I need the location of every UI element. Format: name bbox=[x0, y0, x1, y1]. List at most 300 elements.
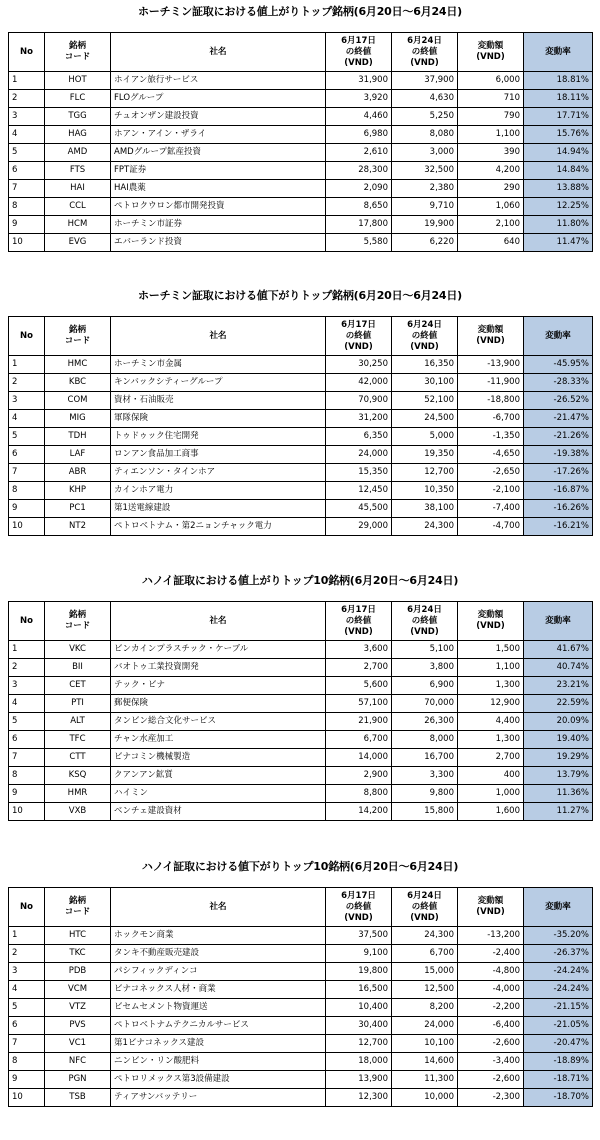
table-row bbox=[9, 72, 593, 90]
table-row bbox=[9, 1053, 593, 1071]
cell-company-name: 第1送電線建設 bbox=[111, 500, 326, 518]
cell-stock-code: FLC bbox=[45, 90, 111, 108]
header-close-jun24 bbox=[392, 33, 458, 72]
header-change-amount-text: (VND) bbox=[476, 621, 505, 631]
cell-close-jun17: 10,400 bbox=[326, 999, 392, 1017]
cell-close-jun17: 6,350 bbox=[326, 428, 392, 446]
cell-change-amount: 1,100 bbox=[458, 126, 524, 144]
cell-stock-code: FTS bbox=[45, 162, 111, 180]
header-change-amount bbox=[458, 33, 524, 72]
cell-close-jun24: 24,000 bbox=[392, 1017, 458, 1035]
cell-stock-code: KHP bbox=[45, 482, 111, 500]
cell-close-jun17: 2,090 bbox=[326, 180, 392, 198]
cell-close-jun17: 2,610 bbox=[326, 144, 392, 162]
cell-close-jun24: 37,900 bbox=[392, 72, 458, 90]
cell-close-jun17: 6,980 bbox=[326, 126, 392, 144]
cell-change-rate: 40.74% bbox=[524, 659, 593, 677]
table-row bbox=[9, 695, 593, 713]
cell-close-jun24: 6,220 bbox=[392, 234, 458, 252]
table-row bbox=[9, 162, 593, 180]
cell-change-rate: -45.95% bbox=[524, 356, 593, 374]
cell-change-amount: 1,000 bbox=[458, 785, 524, 803]
cell-change-amount: 710 bbox=[458, 90, 524, 108]
cell-no: 4 bbox=[9, 410, 45, 428]
cell-stock-code: HAG bbox=[45, 126, 111, 144]
section-title: ハノイ証取における値上がりトップ10銘柄(6月20日～6月24日) bbox=[141, 574, 459, 587]
header-close-jun17-text: (VND) bbox=[344, 341, 373, 352]
cell-close-jun24: 11,300 bbox=[392, 1071, 458, 1089]
cell-change-rate: -19.38% bbox=[524, 446, 593, 464]
table-row bbox=[9, 767, 593, 785]
cell-change-amount: -3,400 bbox=[458, 1053, 524, 1071]
cell-close-jun17: 31,900 bbox=[326, 72, 392, 90]
cell-close-jun17: 14,200 bbox=[326, 803, 392, 821]
table-row bbox=[9, 1017, 593, 1035]
cell-no: 5 bbox=[9, 428, 45, 446]
cell-no: 5 bbox=[9, 144, 45, 162]
cell-no: 3 bbox=[9, 108, 45, 126]
cell-change-amount: 1,300 bbox=[458, 731, 524, 749]
cell-company-name: ホーチミン市金属 bbox=[111, 356, 326, 374]
cell-no: 1 bbox=[9, 927, 45, 945]
cell-stock-code: CET bbox=[45, 677, 111, 695]
header-stock-code-text: コード bbox=[64, 907, 91, 917]
header-close-jun24-text: 6月24日 bbox=[407, 35, 442, 46]
table-header-row bbox=[9, 602, 593, 641]
table-row bbox=[9, 1071, 593, 1089]
header-change-amount bbox=[458, 602, 524, 641]
ranking-section bbox=[0, 2, 600, 252]
cell-company-name: チャン水産加工 bbox=[111, 731, 326, 749]
cell-stock-code: MIG bbox=[45, 410, 111, 428]
table-row bbox=[9, 108, 593, 126]
header-change-rate bbox=[524, 602, 593, 641]
header-close-jun24-text: の終値 bbox=[411, 901, 438, 912]
cell-no: 10 bbox=[9, 234, 45, 252]
cell-stock-code: PTI bbox=[45, 695, 111, 713]
cell-stock-code: BII bbox=[45, 659, 111, 677]
cell-change-amount: 6,000 bbox=[458, 72, 524, 90]
header-stock-code-text: 銘柄 bbox=[68, 41, 86, 51]
header-close-jun24-text: 6月24日 bbox=[407, 319, 442, 330]
cell-no: 6 bbox=[9, 731, 45, 749]
cell-close-jun17: 45,500 bbox=[326, 500, 392, 518]
table-row bbox=[9, 392, 593, 410]
cell-change-rate: 18.81% bbox=[524, 72, 593, 90]
cell-company-name: ビナコミン機械製造 bbox=[111, 749, 326, 767]
cell-change-amount: 4,400 bbox=[458, 713, 524, 731]
cell-stock-code: TKC bbox=[45, 945, 111, 963]
header-stock-code bbox=[45, 33, 111, 72]
cell-change-amount: 1,600 bbox=[458, 803, 524, 821]
cell-close-jun17: 19,800 bbox=[326, 963, 392, 981]
cell-stock-code: HTC bbox=[45, 927, 111, 945]
cell-no: 1 bbox=[9, 72, 45, 90]
header-close-jun17-text: 6月17日 bbox=[341, 319, 376, 330]
cell-no: 4 bbox=[9, 695, 45, 713]
header-no bbox=[9, 888, 45, 927]
cell-no: 3 bbox=[9, 677, 45, 695]
cell-close-jun17: 4,460 bbox=[326, 108, 392, 126]
header-close-jun24 bbox=[392, 888, 458, 927]
cell-close-jun24: 8,200 bbox=[392, 999, 458, 1017]
cell-change-amount: 290 bbox=[458, 180, 524, 198]
header-close-jun24 bbox=[392, 317, 458, 356]
cell-close-jun24: 15,800 bbox=[392, 803, 458, 821]
cell-change-rate: -16.87% bbox=[524, 482, 593, 500]
cell-company-name: ビナコネックス人材・商業 bbox=[111, 981, 326, 999]
cell-stock-code: ABR bbox=[45, 464, 111, 482]
cell-close-jun24: 26,300 bbox=[392, 713, 458, 731]
table-row bbox=[9, 1035, 593, 1053]
header-close-jun24-text: 6月24日 bbox=[407, 604, 442, 615]
cell-close-jun24: 32,500 bbox=[392, 162, 458, 180]
cell-no: 9 bbox=[9, 500, 45, 518]
cell-change-rate: -21.47% bbox=[524, 410, 593, 428]
cell-change-rate: -21.26% bbox=[524, 428, 593, 446]
stock-ranking-table bbox=[8, 887, 593, 1107]
cell-no: 2 bbox=[9, 659, 45, 677]
cell-close-jun24: 6,700 bbox=[392, 945, 458, 963]
cell-change-rate: 23.21% bbox=[524, 677, 593, 695]
header-change-rate bbox=[524, 888, 593, 927]
cell-close-jun17: 16,500 bbox=[326, 981, 392, 999]
table-row bbox=[9, 731, 593, 749]
header-close-jun17 bbox=[326, 317, 392, 356]
cell-company-name: ペトロクウロン都市開発投資 bbox=[111, 198, 326, 216]
cell-change-amount: 390 bbox=[458, 144, 524, 162]
cell-change-amount: -4,650 bbox=[458, 446, 524, 464]
cell-stock-code: VKC bbox=[45, 641, 111, 659]
cell-close-jun17: 12,300 bbox=[326, 1089, 392, 1107]
header-close-jun17-text: 6月17日 bbox=[341, 604, 376, 615]
cell-company-name: チュオンザン建設投資 bbox=[111, 108, 326, 126]
cell-company-name: FLOグループ bbox=[111, 90, 326, 108]
cell-close-jun17: 24,000 bbox=[326, 446, 392, 464]
header-change-amount-text: (VND) bbox=[476, 52, 505, 62]
cell-stock-code: TSB bbox=[45, 1089, 111, 1107]
cell-close-jun17: 17,800 bbox=[326, 216, 392, 234]
cell-company-name: バオトゥ工業投資開発 bbox=[111, 659, 326, 677]
cell-company-name: 郵便保険 bbox=[111, 695, 326, 713]
header-stock-code bbox=[45, 317, 111, 356]
cell-company-name: ハイミン bbox=[111, 785, 326, 803]
cell-stock-code: COM bbox=[45, 392, 111, 410]
table-row bbox=[9, 981, 593, 999]
cell-close-jun24: 5,000 bbox=[392, 428, 458, 446]
cell-change-amount: -2,400 bbox=[458, 945, 524, 963]
header-close-jun17-text: の終値 bbox=[345, 330, 372, 341]
header-close-jun24-text: (VND) bbox=[410, 626, 439, 637]
header-change-rate-text: 変動率 bbox=[545, 46, 571, 57]
cell-no: 9 bbox=[9, 216, 45, 234]
header-close-jun24-text: の終値 bbox=[411, 46, 438, 57]
cell-close-jun24: 24,500 bbox=[392, 410, 458, 428]
header-close-jun17 bbox=[326, 33, 392, 72]
cell-close-jun17: 21,900 bbox=[326, 713, 392, 731]
cell-close-jun24: 24,300 bbox=[392, 518, 458, 536]
cell-close-jun17: 70,900 bbox=[326, 392, 392, 410]
cell-no: 1 bbox=[9, 356, 45, 374]
cell-no: 3 bbox=[9, 963, 45, 981]
cell-change-amount: -11,900 bbox=[458, 374, 524, 392]
cell-close-jun17: 30,250 bbox=[326, 356, 392, 374]
cell-change-amount: 1,060 bbox=[458, 198, 524, 216]
cell-close-jun17: 5,580 bbox=[326, 234, 392, 252]
table-row bbox=[9, 1089, 593, 1107]
cell-stock-code: VCM bbox=[45, 981, 111, 999]
header-close-jun24-text: の終値 bbox=[411, 330, 438, 341]
cell-close-jun24: 10,350 bbox=[392, 482, 458, 500]
cell-company-name: ホアン・アイン・ザライ bbox=[111, 126, 326, 144]
table-row bbox=[9, 464, 593, 482]
cell-change-rate: 11.80% bbox=[524, 216, 593, 234]
header-company-name-text: 社名 bbox=[209, 330, 227, 341]
cell-change-rate: -21.15% bbox=[524, 999, 593, 1017]
table-row bbox=[9, 144, 593, 162]
ranking-section bbox=[0, 571, 600, 821]
header-stock-code-text: コード bbox=[64, 336, 91, 346]
cell-stock-code: TDH bbox=[45, 428, 111, 446]
cell-close-jun17: 12,700 bbox=[326, 1035, 392, 1053]
table-row bbox=[9, 126, 593, 144]
header-close-jun17 bbox=[326, 602, 392, 641]
stock-ranking-table bbox=[8, 32, 593, 252]
header-no-text: No bbox=[20, 330, 33, 341]
cell-close-jun24: 16,700 bbox=[392, 749, 458, 767]
cell-change-amount: -2,300 bbox=[458, 1089, 524, 1107]
cell-change-rate: 14.84% bbox=[524, 162, 593, 180]
header-close-jun24-text: (VND) bbox=[410, 341, 439, 352]
header-change-amount-text: (VND) bbox=[476, 907, 505, 917]
header-close-jun24-text: 6月24日 bbox=[407, 890, 442, 901]
cell-no: 3 bbox=[9, 392, 45, 410]
ranking-section bbox=[0, 286, 600, 536]
cell-close-jun24: 38,100 bbox=[392, 500, 458, 518]
cell-stock-code: HAI bbox=[45, 180, 111, 198]
cell-change-rate: -26.37% bbox=[524, 945, 593, 963]
cell-change-amount: 12,900 bbox=[458, 695, 524, 713]
cell-stock-code: KSQ bbox=[45, 767, 111, 785]
cell-change-rate: 19.40% bbox=[524, 731, 593, 749]
cell-close-jun17: 18,000 bbox=[326, 1053, 392, 1071]
section-title: ホーチミン証取における値下がりトップ銘柄(6月20日～6月24日) bbox=[137, 289, 463, 302]
header-close-jun17-text: の終値 bbox=[345, 901, 372, 912]
cell-change-amount: -2,600 bbox=[458, 1071, 524, 1089]
cell-stock-code: VXB bbox=[45, 803, 111, 821]
table-row bbox=[9, 518, 593, 536]
cell-no: 10 bbox=[9, 1089, 45, 1107]
cell-close-jun24: 8,000 bbox=[392, 731, 458, 749]
cell-company-name: タンキ不動産販売建設 bbox=[111, 945, 326, 963]
cell-change-rate: -18.71% bbox=[524, 1071, 593, 1089]
table-row bbox=[9, 749, 593, 767]
header-close-jun24-text: の終値 bbox=[411, 615, 438, 626]
cell-stock-code: NT2 bbox=[45, 518, 111, 536]
cell-change-amount: -1,350 bbox=[458, 428, 524, 446]
cell-close-jun17: 29,000 bbox=[326, 518, 392, 536]
cell-change-rate: -26.52% bbox=[524, 392, 593, 410]
cell-stock-code: KBC bbox=[45, 374, 111, 392]
table-row bbox=[9, 785, 593, 803]
cell-change-rate: -21.05% bbox=[524, 1017, 593, 1035]
cell-company-name: ティアサンバッテリー bbox=[111, 1089, 326, 1107]
header-company-name bbox=[111, 317, 326, 356]
cell-stock-code: HMR bbox=[45, 785, 111, 803]
cell-company-name: ティエンソン・タインホア bbox=[111, 464, 326, 482]
cell-stock-code: HOT bbox=[45, 72, 111, 90]
cell-change-amount: -4,000 bbox=[458, 981, 524, 999]
cell-change-amount: -13,200 bbox=[458, 927, 524, 945]
header-company-name bbox=[111, 888, 326, 927]
cell-no: 6 bbox=[9, 162, 45, 180]
cell-change-rate: -28.33% bbox=[524, 374, 593, 392]
cell-no: 4 bbox=[9, 981, 45, 999]
header-no bbox=[9, 602, 45, 641]
cell-change-rate: 11.27% bbox=[524, 803, 593, 821]
table-row bbox=[9, 410, 593, 428]
header-change-amount bbox=[458, 888, 524, 927]
cell-change-rate: -35.20% bbox=[524, 927, 593, 945]
cell-change-amount: -4,700 bbox=[458, 518, 524, 536]
cell-no: 5 bbox=[9, 999, 45, 1017]
cell-change-amount: 640 bbox=[458, 234, 524, 252]
cell-change-rate: -20.47% bbox=[524, 1035, 593, 1053]
cell-close-jun24: 52,100 bbox=[392, 392, 458, 410]
cell-close-jun17: 57,100 bbox=[326, 695, 392, 713]
header-close-jun24 bbox=[392, 602, 458, 641]
cell-company-name: エバーランド投資 bbox=[111, 234, 326, 252]
table-row bbox=[9, 446, 593, 464]
cell-change-amount: 1,300 bbox=[458, 677, 524, 695]
cell-change-amount: 790 bbox=[458, 108, 524, 126]
cell-close-jun24: 8,080 bbox=[392, 126, 458, 144]
cell-company-name: テック・ビナ bbox=[111, 677, 326, 695]
cell-stock-code: PDB bbox=[45, 963, 111, 981]
ranking-section bbox=[0, 857, 600, 1107]
cell-change-rate: 12.25% bbox=[524, 198, 593, 216]
cell-close-jun17: 12,450 bbox=[326, 482, 392, 500]
cell-change-amount: 2,700 bbox=[458, 749, 524, 767]
cell-change-amount: -2,600 bbox=[458, 1035, 524, 1053]
table-row bbox=[9, 641, 593, 659]
cell-change-rate: -16.26% bbox=[524, 500, 593, 518]
cell-close-jun24: 3,800 bbox=[392, 659, 458, 677]
table-row bbox=[9, 659, 593, 677]
cell-no: 7 bbox=[9, 180, 45, 198]
cell-change-rate: -24.24% bbox=[524, 981, 593, 999]
table-row bbox=[9, 234, 593, 252]
cell-change-amount: -13,900 bbox=[458, 356, 524, 374]
cell-company-name: FPT証券 bbox=[111, 162, 326, 180]
header-company-name bbox=[111, 33, 326, 72]
cell-no: 10 bbox=[9, 803, 45, 821]
header-change-amount-text: 変動額 bbox=[477, 610, 504, 620]
cell-close-jun17: 14,000 bbox=[326, 749, 392, 767]
cell-close-jun17: 6,700 bbox=[326, 731, 392, 749]
cell-change-rate: 13.79% bbox=[524, 767, 593, 785]
cell-company-name: ニンビン・リン酸肥料 bbox=[111, 1053, 326, 1071]
cell-close-jun24: 19,900 bbox=[392, 216, 458, 234]
header-change-rate-text: 変動率 bbox=[545, 615, 571, 626]
cell-close-jun17: 42,000 bbox=[326, 374, 392, 392]
cell-stock-code: VTZ bbox=[45, 999, 111, 1017]
cell-no: 8 bbox=[9, 767, 45, 785]
cell-close-jun24: 12,500 bbox=[392, 981, 458, 999]
cell-change-rate: 17.71% bbox=[524, 108, 593, 126]
cell-close-jun24: 14,600 bbox=[392, 1053, 458, 1071]
cell-stock-code: PVS bbox=[45, 1017, 111, 1035]
cell-no: 5 bbox=[9, 713, 45, 731]
table-row bbox=[9, 198, 593, 216]
cell-close-jun17: 2,900 bbox=[326, 767, 392, 785]
cell-close-jun24: 10,000 bbox=[392, 1089, 458, 1107]
cell-change-rate: 20.09% bbox=[524, 713, 593, 731]
cell-no: 2 bbox=[9, 374, 45, 392]
cell-close-jun17: 2,700 bbox=[326, 659, 392, 677]
cell-no: 10 bbox=[9, 518, 45, 536]
table-row bbox=[9, 216, 593, 234]
cell-change-rate: 11.36% bbox=[524, 785, 593, 803]
cell-no: 8 bbox=[9, 1053, 45, 1071]
header-no-text: No bbox=[20, 901, 33, 912]
header-stock-code bbox=[45, 888, 111, 927]
header-stock-code-text: 銘柄 bbox=[68, 325, 86, 335]
cell-change-amount: -2,200 bbox=[458, 999, 524, 1017]
cell-close-jun17: 8,650 bbox=[326, 198, 392, 216]
table-row bbox=[9, 945, 593, 963]
header-close-jun17-text: (VND) bbox=[344, 57, 373, 68]
cell-close-jun24: 5,100 bbox=[392, 641, 458, 659]
cell-stock-code: HMC bbox=[45, 356, 111, 374]
table-header-row bbox=[9, 317, 593, 356]
cell-change-rate: 18.11% bbox=[524, 90, 593, 108]
cell-stock-code: EVG bbox=[45, 234, 111, 252]
cell-close-jun24: 12,700 bbox=[392, 464, 458, 482]
cell-close-jun24: 2,380 bbox=[392, 180, 458, 198]
header-close-jun17-text: の終値 bbox=[345, 615, 372, 626]
cell-company-name: ホーチミン市証券 bbox=[111, 216, 326, 234]
cell-no: 6 bbox=[9, 1017, 45, 1035]
section-title: ホーチミン証取における値上がりトップ銘柄(6月20日～6月24日) bbox=[137, 5, 463, 18]
header-company-name-text: 社名 bbox=[209, 901, 227, 912]
cell-no: 1 bbox=[9, 641, 45, 659]
cell-company-name: 資材・石油販売 bbox=[111, 392, 326, 410]
cell-change-rate: 22.59% bbox=[524, 695, 593, 713]
cell-change-amount: -2,100 bbox=[458, 482, 524, 500]
cell-no: 8 bbox=[9, 198, 45, 216]
cell-change-amount: -18,800 bbox=[458, 392, 524, 410]
header-company-name bbox=[111, 602, 326, 641]
cell-close-jun17: 3,600 bbox=[326, 641, 392, 659]
cell-close-jun24: 4,630 bbox=[392, 90, 458, 108]
cell-change-amount: -4,800 bbox=[458, 963, 524, 981]
cell-no: 9 bbox=[9, 785, 45, 803]
cell-change-amount: 400 bbox=[458, 767, 524, 785]
cell-change-rate: 41.67% bbox=[524, 641, 593, 659]
cell-close-jun24: 24,300 bbox=[392, 927, 458, 945]
cell-change-rate: 15.76% bbox=[524, 126, 593, 144]
cell-no: 6 bbox=[9, 446, 45, 464]
cell-change-amount: 1,100 bbox=[458, 659, 524, 677]
cell-company-name: クアンアン鉱質 bbox=[111, 767, 326, 785]
cell-close-jun24: 15,000 bbox=[392, 963, 458, 981]
header-change-rate bbox=[524, 317, 593, 356]
cell-change-rate: 14.94% bbox=[524, 144, 593, 162]
header-change-rate bbox=[524, 33, 593, 72]
cell-company-name: ホックモン商業 bbox=[111, 927, 326, 945]
cell-close-jun24: 3,300 bbox=[392, 767, 458, 785]
